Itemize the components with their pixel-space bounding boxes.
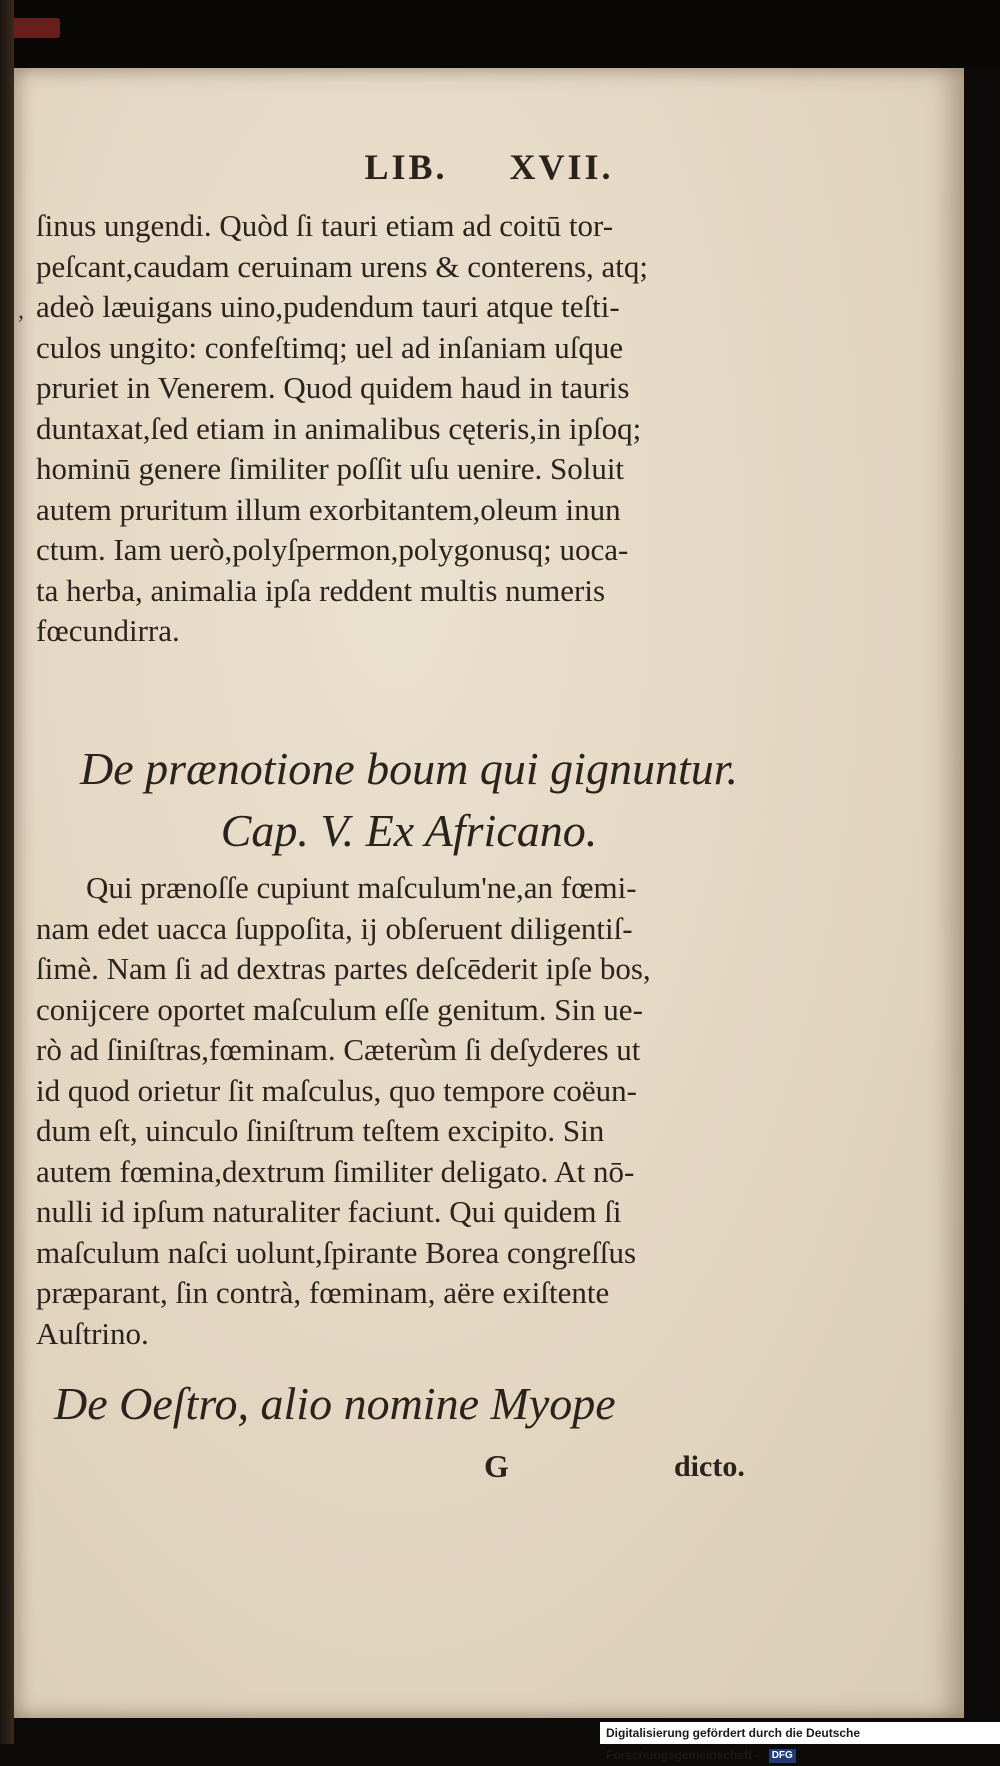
text-line: id quod orietur ſit maſculus, quo tempore coëun-: [36, 1072, 637, 1108]
text-line: ſimè. Nam ſi ad dextras partes deſcēderit ipſe bos,: [36, 951, 651, 986]
text-line: duntaxat,ſed etiam in animalibus cęteris,in ipſoq;: [36, 410, 642, 446]
book-page: [14, 68, 964, 1718]
bookmark-ribbon: [8, 18, 60, 38]
next-chapter-heading: De Oeſtro, alio nomine Myope: [54, 1378, 616, 1429]
text-line: ſinus ungendi. Quòd ſi tauri etiam ad coitū tor-: [36, 208, 614, 243]
text-line: fœcundirra.: [36, 613, 180, 648]
text-line: autem pruritum illum exorbitantem,oleum inun: [36, 491, 621, 527]
digitization-credit: [600, 1722, 1000, 1762]
text-line: conijcere oportet maſculum eſſe genitum. Sin ue-: [36, 991, 643, 1027]
text-line: nulli id ipſum naturaliter faciunt. Qui quidem ſi: [36, 1194, 622, 1229]
book-edge-top: [0, 0, 1000, 70]
chapter-paragraph: [36, 868, 796, 1354]
chapter-heading: [14, 738, 804, 862]
text-line: culos ungito: confeſtimq; uel ad inſaniam uſque: [36, 329, 624, 365]
digitization-note: Digitalisierung gefördert durch die Deutsche Forschungsgemeinschaft -: [606, 1726, 861, 1762]
text-line: dum eſt, uinculo ſiniſtrum teſtem excipito. Sin: [36, 1113, 605, 1148]
text-line: nam edet uacca ſuppoſita, ij obſeruent diligentiſ-: [36, 910, 633, 946]
text-line: hominū genere ſimiliter poſſit uſu uenire. Soluit: [36, 451, 625, 486]
text-line: peſcant,caudam ceruinam urens & conterens, atq;: [36, 248, 648, 284]
running-header: LIB. XVII.: [364, 147, 614, 187]
text-line: rò ad ſiniſtras,fœminam. Cæterùm ſi deſyderes ut: [36, 1032, 641, 1067]
paragraph-continuation: [36, 206, 796, 652]
text-line: pruriet in Venerem. Quod quidem haud in tauris: [36, 370, 630, 405]
text-line: ta herba, animalia ipſa reddent multis numeris: [36, 572, 606, 608]
signature-mark: G: [484, 1448, 509, 1484]
dfg-logo-icon: DFG: [769, 1749, 796, 1763]
text-line: adeò læuigans uino,pudendum tauri atque teſti-: [36, 289, 620, 324]
chapter-heading-line1: De prænotione boum qui gignuntur.: [79, 743, 739, 794]
text-line: ctum. Iam uerò,polyſpermon,polygonusq; uoca-: [36, 532, 629, 567]
text-line: maſculum naſci uolunt,ſpirante Borea congreſſus: [36, 1234, 637, 1270]
text-line: autem fœmina,dextrum ſimiliter deligato. At nō-: [36, 1153, 635, 1189]
book-spine-edge: [0, 0, 14, 1744]
text-line: Qui prænoſſe cupiunt maſculum'ne,an fœmi-: [86, 870, 637, 905]
text-line: Auſtrino.: [36, 1315, 149, 1351]
catchword: dicto.: [674, 1450, 745, 1483]
chapter-heading-line2: Cap. V. Ex Africano.: [220, 805, 598, 856]
text-line: præparant, ſin contrà, fœminam, aëre exiſtente: [36, 1275, 610, 1310]
margin-mark-icon: ,: [18, 298, 24, 324]
